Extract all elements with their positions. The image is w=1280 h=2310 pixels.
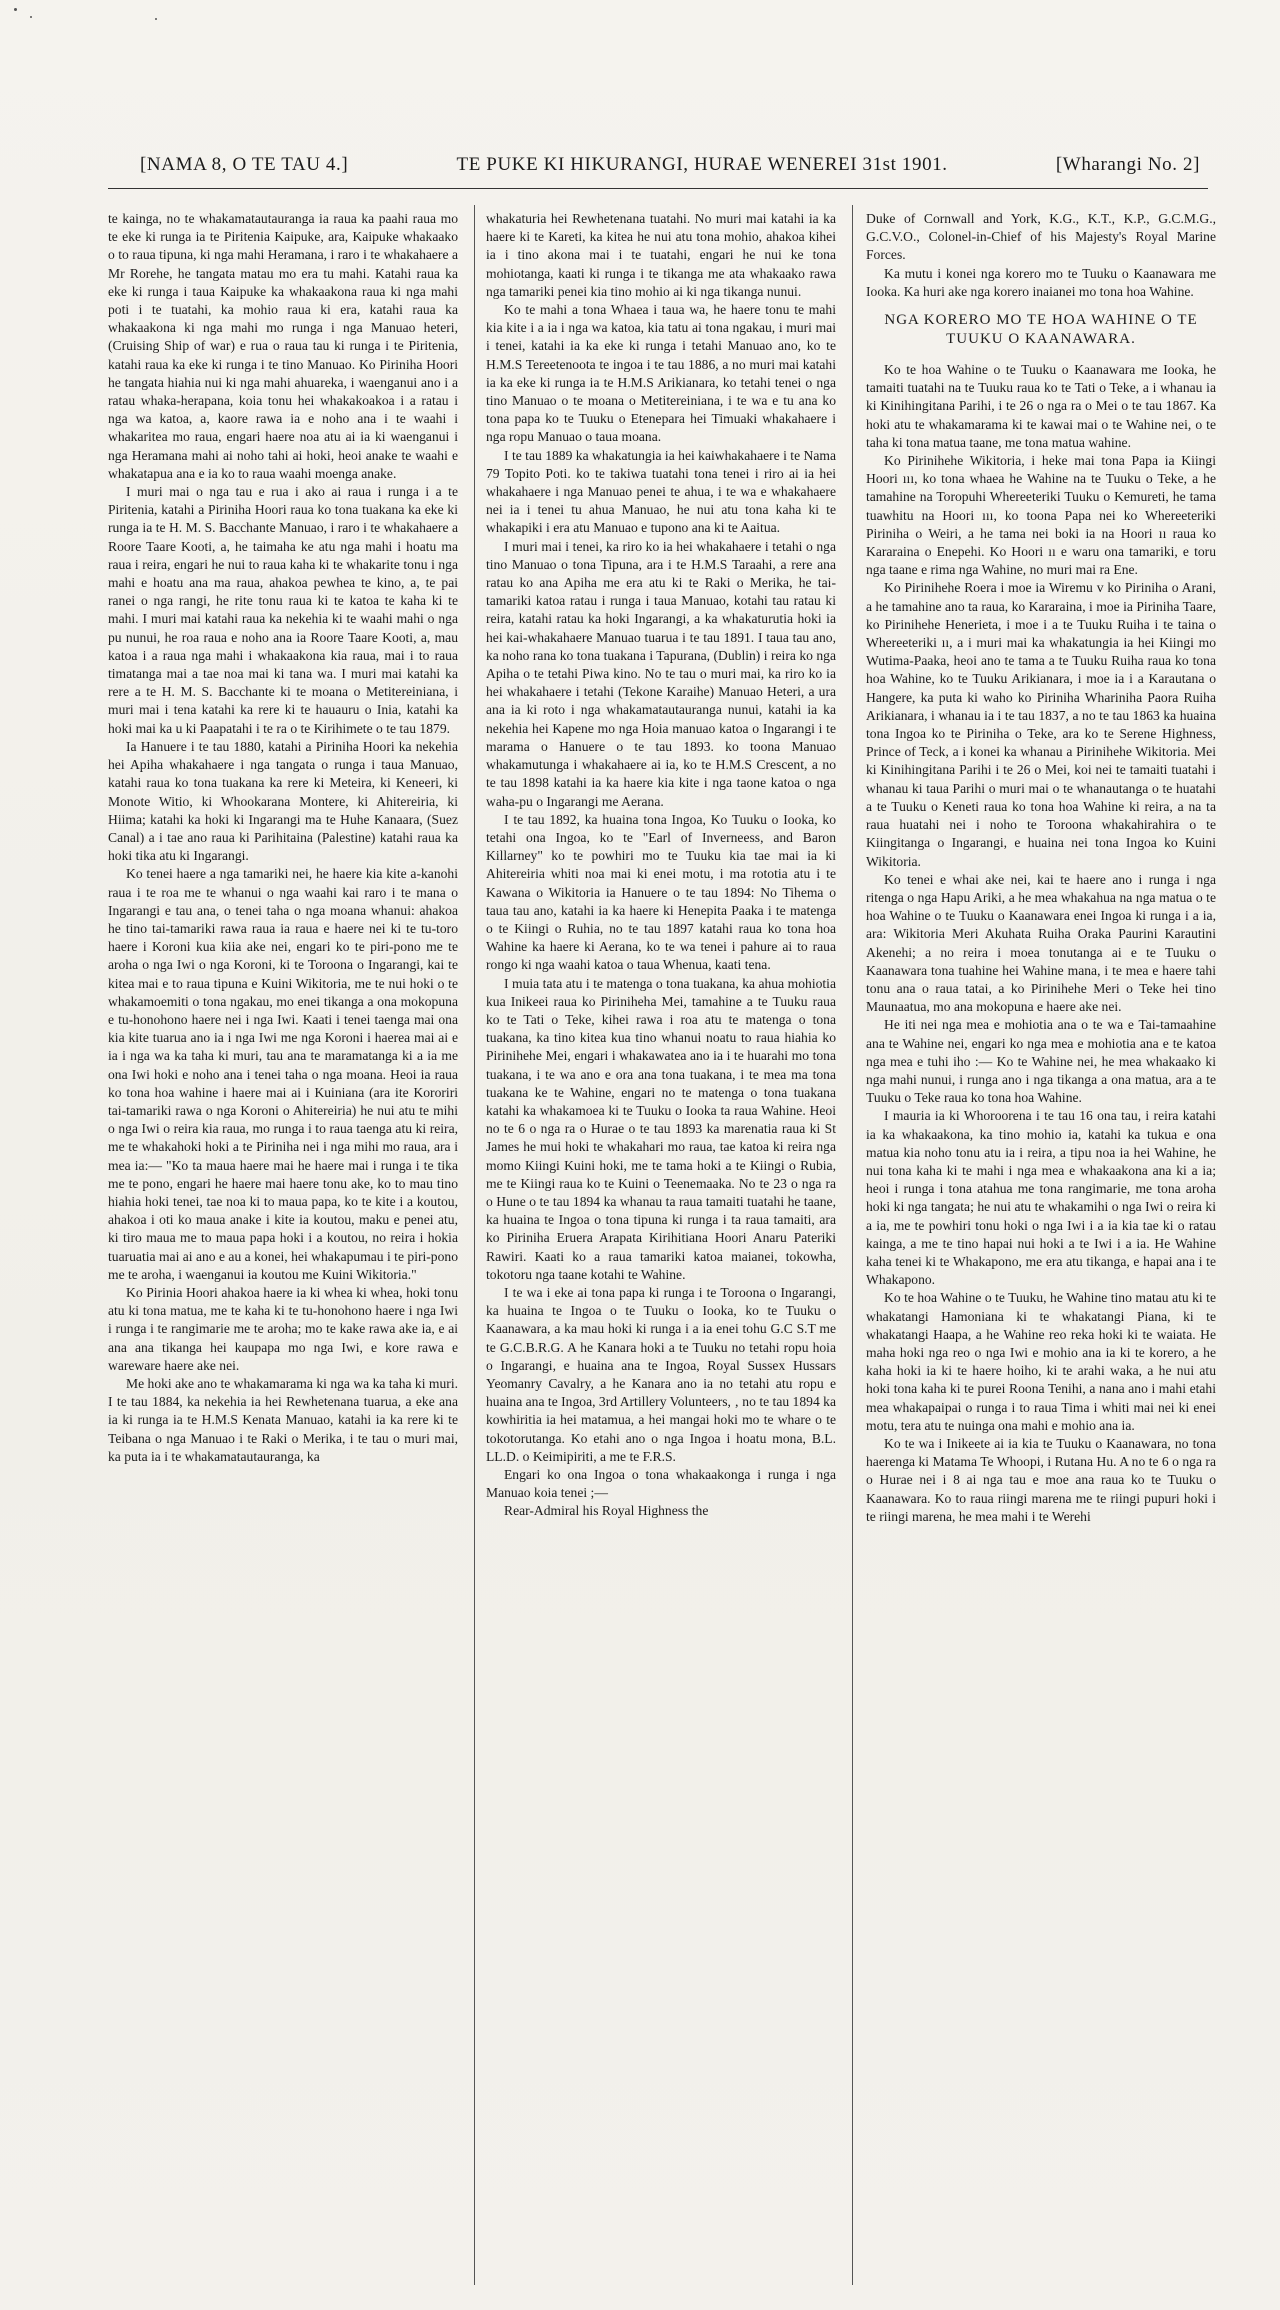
page-header: [140, 150, 1200, 180]
paragraph: Ko Pirinihehe Roera i moe ia Wiremu v ko Piriniha o Arani, a he tamahine ano ta raua, ko Kararaina, i moe ia Piriniha Taare, ko Pirinihehe Henerieta, i moe i a te Tuuku Ruiha i te taina o Whereeteriki ıı, a i muri mai ka whakatungia ia hei Kiingi mo Wutima-Paaka, heoi ano te tama a te Tuuku Ruiha raua ko tona hoa Wahine, ko te Tuuku Arikianara, i moe ia i a Karautana o Hangere, ka puta ki waho ko Piriniha Whariniha Paora Ruiha Arikianara, i whanau ia i te tau 1837, a no te tau 1863 ka huaina tona Ingoa ko te Piriniha o Teke, ara ko te Serene Highness, Prince of Teck, a i konei ka whanau a Pirinihehe Wikitoria. Mei ki Kinihingitana Parihi i te 26 o Mei, koi nei te tamaiti tuatahi i whanau ki taua Parihi o muri mai o te whanautanga o te huatahi a te Tuuku o Keneti raua ko tona hoa Wahine ki reira, a na ta raua huatahi nei i noho te Toroona whakahirahira o te Kiingitanga o Ingarangi, e huaina nei tona Ingoa ko Kuini Wikitoria.: [866, 580, 1216, 869]
column-1: [108, 210, 458, 2290]
paragraph: I muri mai i tenei, ka riro ko ia hei whakahaere i tetahi o nga tino Manuao o tona Tipuna, ara i te H.M.S Taraahi, a rere ana ratau ko ana Apiha me era atu ki te Raki o Merika, he tai-tamariki katoa ratau i runga i taua Manuao, kotahi tau ratau ki reira, katahi ratau ka hoki Ingarangi, a ka whakaturutia hoki ia hei kai-whakahaere Manuao tuarua i te tau 1891. I taua tau ano, ka noho rana ko tona tuakana i Tapurana, (Dublin) i reira ko nga Apiha o te tetahi Piwa kino. No te tau o muri mai, ka riro ko ia hei whakahaere i tetahi (Tekone Karaihe) Manuao Heteri, a ura ana ia ki roto i nga whakamatautauranga nunui, katahi ia ka nekehia hei Kapene mo nga Hoia manuao katoa o Ingarangi i te marama o Hanuere o te tau 1893. ko toona Manuao whakamutunga i whakahaere ai ia, ko te H.M.S Crescent, a no te tau 1898 katahi ia ka haere kia kite i nga taone katoa o nga waha-pu o Ingarangi me Aerana.: [486, 538, 836, 809]
paragraph: Ia Hanuere i te tau 1880, katahi a Piriniha Hoori ka nekehia hei Apiha whakahaere i nga tangata o runga i taua Manuao, katahi raua ko tona tuakana ka rere ki Meteira, ki Keneeri, ki Monote Witio, ki Whookarana Montere, ki Ahitereiria, ki Hiima; katahi ka hoki ki Ingarangi ma te Huhe Kanaara, (Suez Canal) a i tae ano raua ki Parihitaina (Palestine) katahi raua ka hoki tika atu ki Ingarangi.: [108, 738, 458, 864]
paragraph: Engari ko ona Ingoa o tona whakaakonga i runga i nga Manuao koia tenei ;—: [486, 1467, 836, 1501]
paragraph: whakaturia hei Rewhetenana tuatahi. No muri mai katahi ia ka haere ki te Kareti, ka kitea he nui atu tona mohio, ahakoa kihei ia i tino akona mai i te tuatahi, engari he nui ke tona mohiotanga, kaati ki runga i te tikanga me ata whakaako rawa nga tamariki penei kia tino mohio ai ki nga tikanga nunui.: [486, 211, 836, 299]
page-number: [Wharangi No. 2]: [1055, 154, 1200, 175]
column-2: [486, 210, 836, 2290]
section-heading: NGA KORERO MO TE HOA WAHINE O TE TUUKU O KAANAWARA.: [884, 312, 1198, 348]
paragraph: Me hoki ake ano te whakamarama ki nga wa ka taha ki muri. I te tau 1884, ka nekehia ia hei Rewhetenana tuarua, a eke ana ia ki runga ia te H.M.S Kenata Manuao, katahi ia ka rere ki te Teibana o nga Manuao i te Raki o Merika, i te tau o muri mai, ka puta ia i te whakamatautauranga, ka: [108, 1376, 458, 1464]
paragraph: I te tau 1889 ka whakatungia ia hei kaiwhakahaere i te Nama 79 Topito Poti. ko te takiwa tuatahi tona tenei i riro ai ia hei whakahaere i nga Manuao penei te ahua, i te wa e whakahaere nei ia i tenei tu ahua Manuao, he nui atu tona kaha ki te whakapiki i era atu Manuao e tupono ana ki te Aaitua.: [486, 447, 836, 536]
ink-speck: [155, 18, 157, 20]
paragraph: Ka mutu i konei nga korero mo te Tuuku o Kaanawara me Iooka. Ka huri ake nga korero inaianei mo tona hoa Wahine.: [866, 265, 1216, 299]
paragraph: Ko tenei haere a nga tamariki nei, he haere kia kite a-kanohi raua i te roa me te whanui o nga waahi kai raro i te mana o Ingarangi e tau ana, o tenei taha o nga moana whanui: ahakoa he tino tai-tamariki rawa raua ia raua e haere nei ki te tu-toro haere i Koroni kua kiia ake nei, engari ko te piri-pono me te aroha o nga Iwi o nga Koroni, ki te Toroona o Ingarangi, kai te kitea mai e to raua tipuna e Kuini Wikitoria, me te nui hoki o te whakamoemiti o tona ngakau, mo enei tikanga a ona mokopuna e tu-honohono haere nei i nga Iwi. Kaati i tenei taenga mai ona kia kite tuarua ano ia i nga Iwi me nga Koroni i haerea mai ai e ia i nga wa ka taha ki muri, tau ana te maramatanga ki a ia me ona Iwi hoki e noho ana i tenei taha o nga moana. Heoi ia raua ko tona hoa wahine i haere mai ai i Kuiniana (ara ite Kororiri tai-tamariki rawa o nga Koroni o Ahitereiria) he nui atu te mihi o nga Iwi o reira kia raua, mo runga i to raua taenga atu ki reira, me te whakahoki hoki a te Piriniha nei i nga mihi mo raua, ara i mea ia:— "Ko ta maua haere mai he haere mai i runga i te tika me te pono, engari he haere mai haere tonu ake, ko to mau tino hiahia hoki tenei, tae noa ki to maua papa, ko te kite i a koutou, ahakoa i oti ko maua anake i kite ia koutou, maku e penei atu, ki tiro maua me to maua papa hoki i a koutou, no reira i hokia tuaruatia mai ai ano e au a konei, hei whakapumau i te piri-pono me te aroha, i waenganui ia koutou me Kuini Wikitoria.": [108, 866, 458, 1282]
paragraph: I mauria ia ki Whoroorena i te tau 16 ona tau, i reira katahi ia ka whakaakona, ka tino mohio ia, katahi ka tukua e ona matua kia noho tonu atu ia i reira, a tipu noa ia hei Wahine, he nui tona kaha ki te mahi i nga mea e whakaakona ana ki a ia; heoi i runga i tona atahua me tona rangimarie, me tona aroha hoki ki nga tangata; he nui atu te whakamihi o nga Iwi o reira ki a ia, me te powhiri tonu hoki o nga Iwi i a ia kia tae ki o ratau kainga, a me te tino hapai nui hoki a te Iwi i a ia. He Wahine kaha tenei ki te Whakapono, me era atu tikanga, e hapai ana i te Whakapono.: [866, 1108, 1216, 1288]
paragraph: Ko Pirinia Hoori ahakoa haere ia ki whea ki whea, hoki tonu atu ki tona matua, me te kaha ki te tu-honohono haere i nga Iwi i runga i te rangimarie me te aroha; mo te kake rawa ake ia, e ai ana ana tikanga hei kaupapa mo nga Iwi, e kore rawa e wareware haere ake nei.: [108, 1284, 458, 1373]
paragraph: te kainga, no te whakamatautauranga ia raua ka paahi raua mo te eke ki runga ia te Piritenia Kaipuke, ara, Kaipuke whakaako o to raua tipuna, ki nga mahi Heramana, i raro i te whakahaere a Mr Rorehe, he tangata matau mo era tu mahi. Katahi raua ka eke ki runga i taua Kaipuke ka whakaakona raua ki nga mahi poti i te tuatahi, ka mohio raua ki era, katahi raua ka whakaakona ki nga mahi mo runga i nga Manuao heteri, (Cruising Ship of war) e rua o raua tau ki runga i te Piritenia, katahi raua ka eke ki runga i te tino Manuao. Ko Piriniha Hoori he tangata hiahia nui ki nga mahi ahuareka, i waenganui ano i a ratau whaka-herapana, koia tonu hei whakakoakoa i a ratau i nga wa katoa, a, kaore rawa ia e noho ana i te waahi i whakaritea mo raua, engari haere noa atu ai ia ki waenganui i nga Heramana mahi ai noho tahi ai hoki, heoi anake te waahi e whakatapua ana e ia ko to raua waahi moenga anake.: [108, 211, 458, 481]
paragraph: Ko tenei e whai ake nei, kai te haere ano i runga i nga ritenga o nga Hapu Ariki, a he mea whakahua na nga matua o te hoa Wahine o te Tuuku o Kaanawara enei Ingoa ki runga i a ia, ara: Wikitoria Meri Akuhata Ruiha Oraka Paurini Karautini Akenehi; a no reira i moea tonutanga ai e te Tuuku o Kaanawara tona tuahine hei Wahine mana, i te mea e haere tahi tonu ana o raua tatai, a ko Pirinihehe Meri o Teke hei tino Maunaatua, mo ana mokopuna e haere ake nei.: [866, 871, 1216, 1015]
paragraph: He iti nei nga mea e mohiotia ana o te wa e Tai-tamaahine ana te Wahine nei, engari ko nga mea e mohiotia ana e te katoa nga mea e tuhi iho :— Ko te Wahine nei, he mea whakaako ki nga mahi nunui, i runga ano i nga tikanga a ona matua, ara a te Tuuku o Teke raua ko tona hoa Wahine.: [866, 1017, 1216, 1106]
paragraph: Ko te hoa Wahine o te Tuuku o Kaanawara me Iooka, he tamaiti tuatahi na te Tuuku raua ko te Tati o Teke, a i whanau ia ki Kinihingitana Parihi, i te 26 o nga ra o Mei o te tau 1867. Ka hoki atu te whakamarama ki te kawai mai o te Wahine nei, o te taha ki tona matua taane, me tona matua wahine.: [866, 362, 1216, 450]
paragraph: Duke of Cornwall and York, K.G., K.T., K.P., G.C.M.G., G.C.V.O., Colonel-in-Chief of his Majesty's Royal Marine Forces.: [866, 211, 1216, 263]
paragraph: Ko te hoa Wahine o te Tuuku, he Wahine tino matau atu ki te whakatangi Hamoniana ki te whakatangi Piana, ki te whakatangi Haapa, a he Wahine reo reka hoki ki te waiata. He maha hoki nga reo o nga Iwi e mohio ana ia ki te korero, a he kaha hoki ia ki te haere hoiho, ki te arahi waka, a he nui atu hoki tona kaha ki te purei Roona Tenihi, a nana ano i mahi etahi mea whakapaipai o runga i to raua Tima i whiti mai nei ki enei motu, tera atu te nuinga ona mahi e mohio ana ia.: [866, 1290, 1216, 1433]
ink-speck: [14, 8, 17, 11]
paragraph: Ko te wa i Inikeete ai ia kia te Tuuku o Kaanawara, no tona haerenga ki Matama Te Whoopi, i Rutana Hu. A no te 6 o nga ra o Hurae nei i 8 ai nga tau e moe ana raua ko te Tuuku o Kaanawara. Ko to raua riingi marena me te riingi pupuri hoki i te riingi marena, he mea mahi i te Werehi: [866, 1436, 1216, 1524]
paragraph: Ko Pirinihehe Wikitoria, i heke mai tona Papa ia Kiingi Hoori ııı, ko tona whaea he Wahine na te Tuuku o Teke, a he tamahine na Toropuhi Whereeteriki Tuuku o Kemureti, he tama tuawhitu na Hoori ııı, ko toona Papa nei ko Whereeteriki Piriniha o Weiri, a he tama nei boki ia na Hoori ıı raua ko Kararaina o Enepehi. Ko Hoori ıı e waru ona tamariki, e toru nga taane e rima nga Wahine, no muri mai ra Ene.: [866, 453, 1216, 578]
paragraph: Rear-Admiral his Royal Highness the: [504, 1503, 709, 1519]
issue-number: [NAMA 8, O TE TAU 4.]: [140, 154, 349, 175]
paragraph: Ko te mahi a tona Whaea i taua wa, he haere tonu te mahi kia kite i a ia i nga wa katoa, kia tatu ai tona ngakau, i muri mai i tenei, katahi ia ka eke ki runga i tetahi Manuao ano, ko te H.M.S Tereetenoota te ingoa i te tau 1886, a no muri mai katahi ia ka eke ki runga ia te H.M.S Arikianara, ko tetahi tenei o nga tino Manuao o te moana o Metitereiniana, i te wa e tu ana ko tona papa ko te Tuuku o Etenepara hei Timuaki whakahaere i nga ropu Manuao o taua moana.: [486, 302, 836, 445]
newspaper-title: TE PUKE KI HIKURANGI, HURAE WENEREI 31st 1901.: [456, 154, 948, 175]
paragraph: I muri mai o nga tau e rua i ako ai raua i runga i a te Piritenia, katahi a Piriniha Hoori raua ko tona tuakana ka eke ki runga ia te H. M. S. Bacchante Manuao, i raro i te whakahaere a Roore Taare Kooti, a, he taimaha ke atu nga mahi i hoatu ma raua i reira, engari he nui to raua kaha ki te whakarite tonu i nga mahi e hoatu ana ma raua, ahakoa pewhea te kino, a, te pai ranei o nga rangi, he rite tonu raua ki te katoa te kaha ki te mahi. I muri mai katahi raua ka nekehia ki te waahi mahi o nga pu nunui, he roa raua e noho ana ia Roore Taare Kooti, a, mau katoa i a raua nga mahi i whakaakona kia raua, mai i to raua timatanga mai a tae noa mai ki tana wa. I muri mai katahi ka rere a te H. M. S. Bacchante ki te moana o Metitereiniana, i muri mai i tena katahi ka rere ki te hauauru o Inia, katahi ka hoki mai ka u ki Paapatahi i te ra o te Kirihimete o te tau 1879.: [108, 484, 458, 736]
column-divider: [852, 205, 853, 2285]
paragraph: I muia tata atu i te matenga o tona tuakana, ka ahua mohiotia kua Inikeei raua ko Piriniheha Mei, tamahine a te Tuuku raua ko te Tati o Teke, kihei rawa i roa atu te matenga o tona tuakana, ka tino kitea kua tino whanui noatu to raua hiahia ko Pirinihehe Mei, engari i whakawatea ano ia i te huarahi mo tona tuakana, i te wa ano e ora ana tona tuakana, i te mea ma tona tuakana ke te Wahine, engari no te matenga o tona tuakana katahi ka whakamoea ki te Tuuku o Iooka ta raua Wahine. Heoi no te 6 o nga ra o Hurae o te tau 1893 ka marenatia raua ki St James he mui hoki te whakahari mo raua, tae katoa ki reira nga momo Kiingi Kuini hoki, me te tama hoki a te Kiingi o Rubia, me te Kiingi raua ko te Kuini o Teenemaaka. No te 23 o nga ra o Hune o te tau 1894 ka whanau ta raua tamaiti tuatahi he taane, ka huaina te Ingoa o tona tipuna ki runga i ta raua tamaiti, ara ko Piriniha Eruera Arapata Kirihitiana Hoori Anaru Pateriki Rawiri. Kaati ko a raua tamariki katoa maianei, tokowha, tokotoru nga taane kotahi te Wahine.: [486, 975, 836, 1282]
column-divider: [474, 205, 475, 2285]
header-rule: [108, 188, 1208, 189]
ink-speck: [30, 16, 32, 18]
column-3: [866, 210, 1216, 2290]
paragraph: I te tau 1892, ka huaina tona Ingoa, Ko Tuuku o Iooka, ko tetahi ona Ingoa, ko te "Earl of Inverneess, and Baron Killarney" ko te powhiri mo te Tuuku kia tae mai ia ki Ahitereiria whiti noa mai ki enei motu, i ma rototia atu i te Kawana o Wikitoria ia Hanuere o te tau 1894: No Tihema o taua tau ano, katahi ia ka haere ki Henepita Paaka i te matenga o te Kiingi o Ruhia, no te tau 1897 katahi raua ko tona hoa Wahine ka haere ki Aerana, ko te wa tenei i pahure ai to raua rongo ki nga waahi katoa o taua Whenua, kaati tena.: [486, 811, 836, 973]
paragraph: I te wa i eke ai tona papa ki runga i te Toroona o Ingarangi, ka huaina te Ingoa o te Tuuku o Iooka, ko te Tuuku o Kaanawara, a ka mau hoki ki runga i a ia enei tohu G.C S.T me te G.C.B.R.G. A he Kanara hoki a te Tuuku no tetahi ropu hoia o Ingarangi, e huaina ana te Ingoa, Royal Sussex Hussars Yeomanry Cavalry, a he Kanara ano ia no tetahi atu ropu e huaina ana te Ingoa, 3rd Artillery Volunteers, ‚ no te tau 1894 ka kowhiritia ia hei matamua, a hei mangai hoki mo te whare o te tokotorutanga. Ko etahi ano o nga Ingoa i hoatu mona, B.L. LL.D. o Keimipiriti, a me te F.R.S.: [486, 1284, 836, 1464]
